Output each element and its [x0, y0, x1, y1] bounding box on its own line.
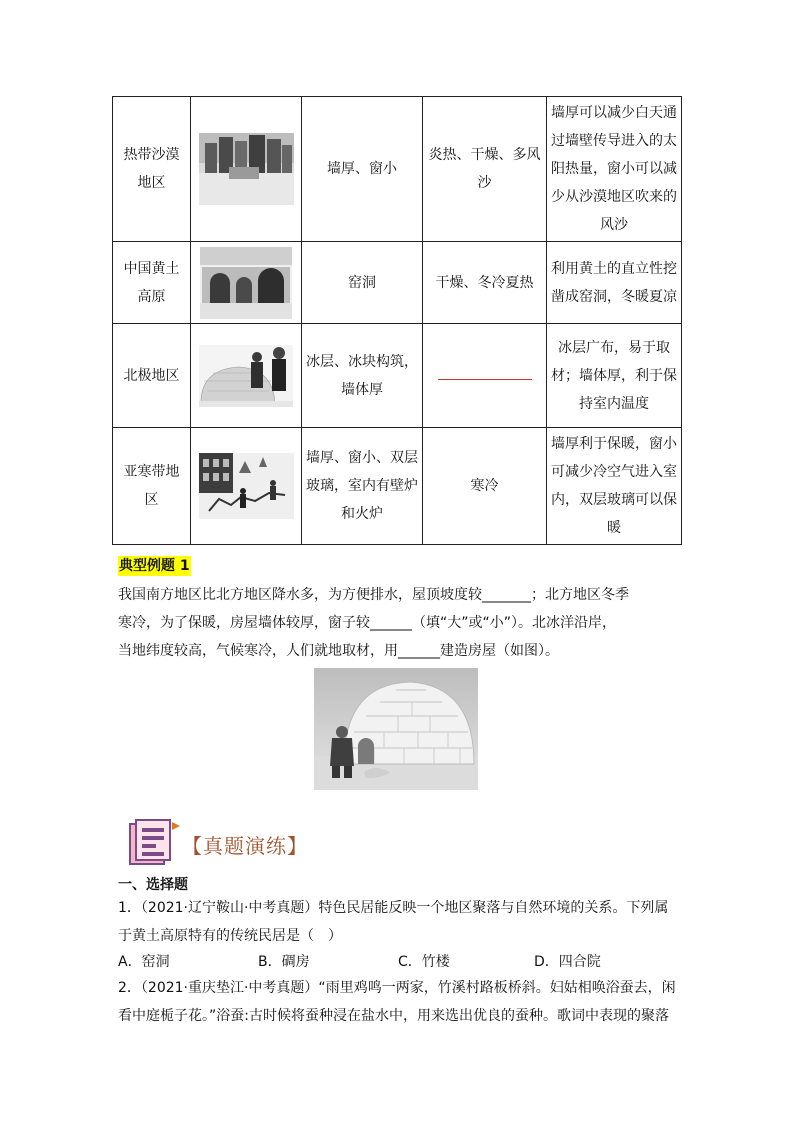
section-subtitle: 一、选择题	[118, 877, 188, 893]
photo-cell	[191, 428, 302, 545]
feature-cell: 冰层、冰块构筑，墙体厚	[302, 324, 423, 428]
cave-dwelling-photo	[200, 247, 292, 319]
reason-cell: 利用黄土的直立性挖凿成窑洞，冬暖夏凉	[547, 242, 682, 324]
table-row	[113, 242, 682, 324]
feature-cell: 墙厚、窗小、双层玻璃，室内有壁炉和火炉	[302, 428, 423, 545]
option-b[interactable]: B．碉房	[258, 954, 310, 970]
climate-cell: 干燥、冬冷夏热	[423, 242, 547, 324]
feature-cell: 墙厚、窗小	[302, 97, 423, 242]
option-c[interactable]: C．竹楼	[398, 954, 450, 970]
table-row	[113, 428, 682, 545]
section-title: 【真题演练】	[182, 834, 308, 858]
photo-cell	[191, 324, 302, 428]
photo-cell	[191, 97, 302, 242]
region-cell: 热带沙漠地区	[113, 97, 191, 242]
example-line: 当地纬度较高，气候寒冷，人们就地取材，用______建造房屋（如图）。	[118, 643, 559, 659]
example-line: 寒冷，为了保暖，房屋墙体较厚，窗子较______（填“大”或“小”）。北冰洋沿岸，	[118, 615, 617, 631]
region-cell: 亚寒带地区	[113, 428, 191, 545]
dwelling-table	[112, 96, 682, 545]
question-line: 2．（2021·重庆垫江·中考真题）“雨里鸡鸣一两家，竹溪村路板桥斜。妇姑相唤浴蚕去，闲	[118, 980, 676, 996]
region-cell: 北极地区	[113, 324, 191, 428]
question-line: 看中庭栀子花。”浴蚕:古时候将蚕种浸在盐水中，用来选出优良的蚕种。歌词中表现的聚落	[118, 1008, 669, 1024]
example-title: 典型例题 1	[119, 558, 190, 574]
reason-cell: 墙厚利于保暖，窗小可减少冷空气进入室内，双层玻璃可以保暖	[547, 428, 682, 545]
question-line: 1．（2021·辽宁鞍山·中考真题）特色民居能反映一个地区聚落与自然环境的关系。下列属	[118, 900, 669, 916]
climate-cell: 炎热、干燥、多风沙	[423, 97, 547, 242]
option-a[interactable]: A．窑洞	[118, 954, 170, 970]
answer-blank	[438, 379, 532, 380]
reason-cell: 冰层广布，易于取材；墙体厚，利于保持室内温度	[547, 324, 682, 428]
desert-town-photo	[199, 133, 294, 205]
example-line: 我国南方地区比北方地区降水多，为方便排水，屋顶坡度较_______；北方地区冬季	[118, 587, 629, 603]
igloo-photo	[314, 668, 478, 790]
option-d[interactable]: D．四合院	[534, 954, 601, 970]
subarctic-town-photo	[199, 453, 294, 519]
table-row	[113, 324, 682, 428]
region-cell: 中国黄土高原	[113, 242, 191, 324]
climate-cell: 寒冷	[423, 428, 547, 545]
question-line: 于黄土高原特有的传统民居是（ ）	[118, 928, 342, 944]
reason-cell: 墙厚可以减少白天通过墙壁传导进入的太阳热量，窗小可以减少从沙漠地区吹来的风沙	[547, 97, 682, 242]
feature-cell: 窑洞	[302, 242, 423, 324]
section-book-icon	[126, 818, 182, 870]
table-row	[113, 97, 682, 242]
photo-cell	[191, 242, 302, 324]
climate-cell	[423, 324, 547, 428]
igloo-children-photo	[199, 345, 293, 407]
